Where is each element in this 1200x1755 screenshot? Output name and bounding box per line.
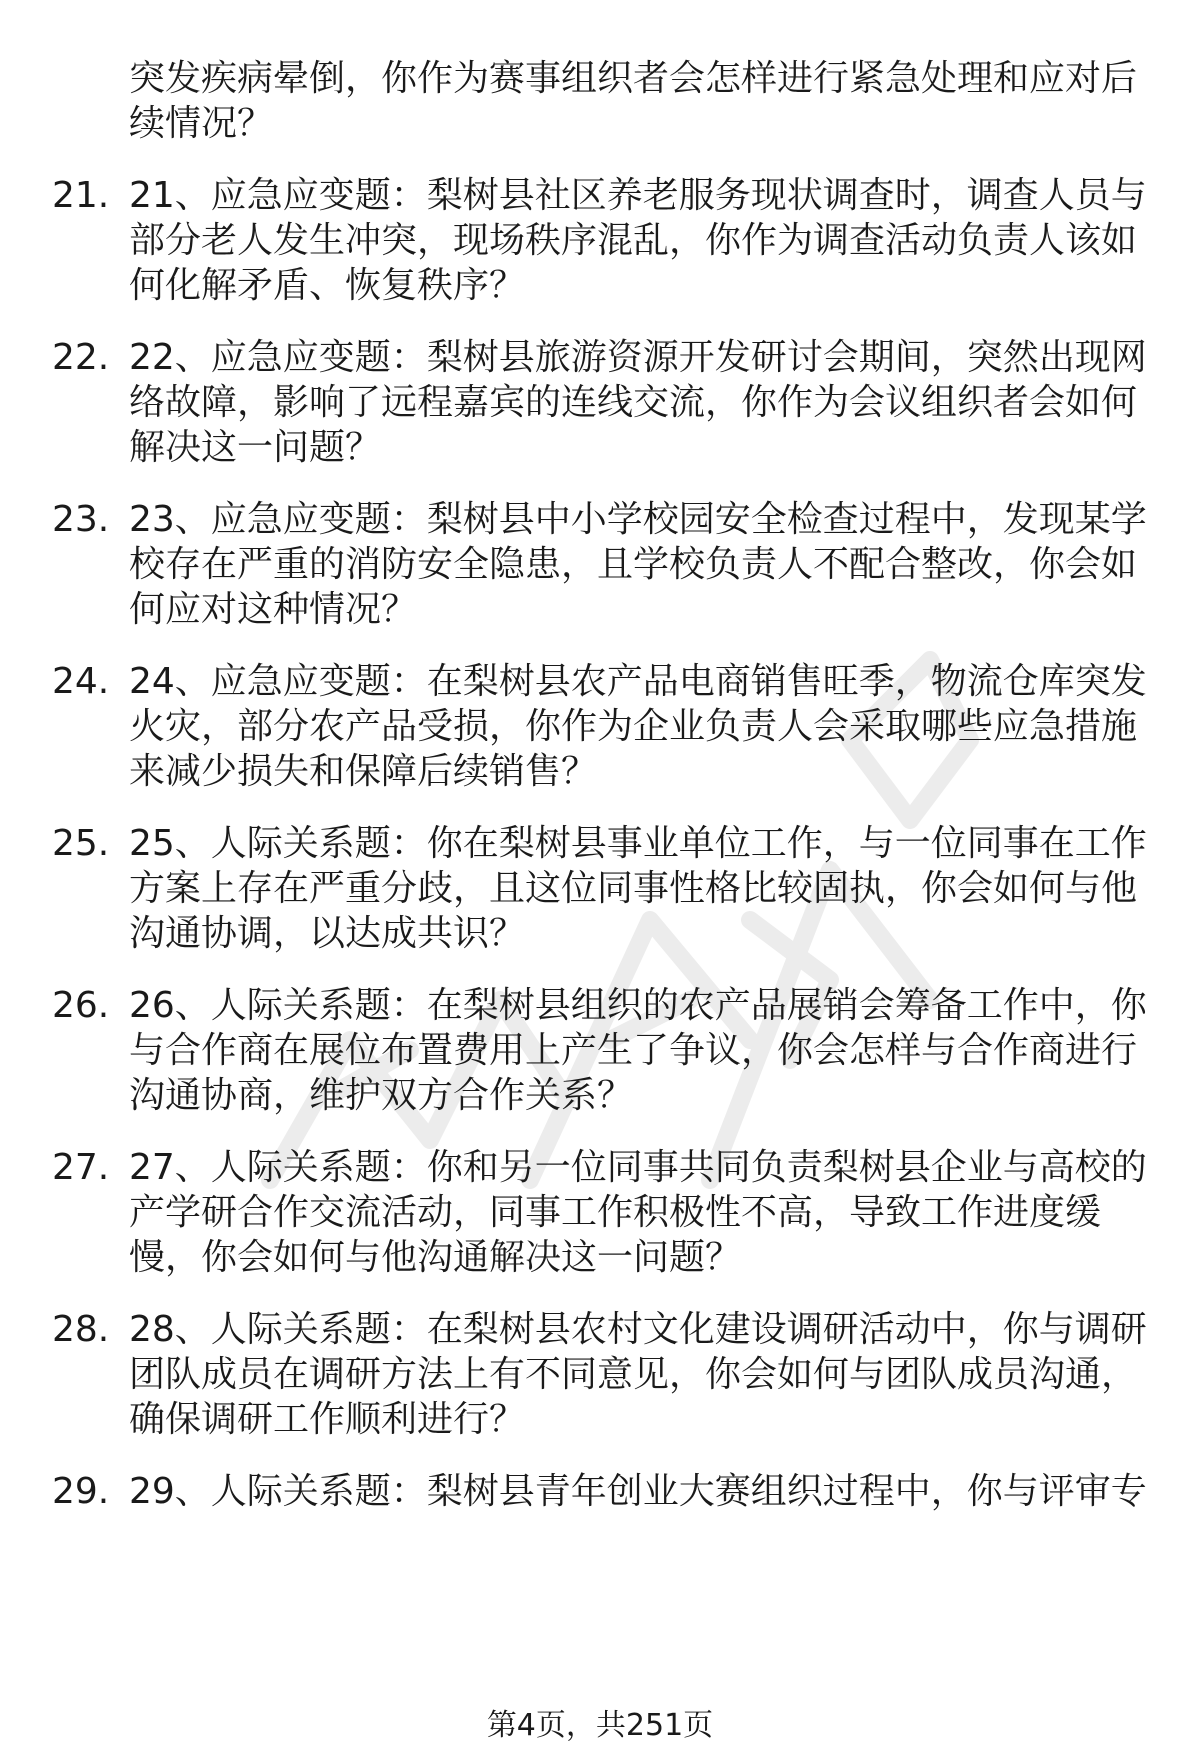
list-item-line: 25、人际关系题：你在梨树县事业单位工作，与一位同事在工作 — [129, 823, 1147, 864]
list-item-line: 22、应急应变题：梨树县旅游资源开发研讨会期间，突然出现网 — [129, 337, 1147, 378]
list-item-line: 来减少损失和保障后续销售？ — [129, 751, 598, 792]
list-item-line: 与合作商在展位布置费用上产生了争议，你会怎样与合作商进行 — [129, 1030, 1138, 1071]
list-item-number: 29. — [52, 1471, 110, 1512]
list-item-number: 23. — [52, 499, 110, 540]
page-footer: 第4页，共251页 — [486, 1708, 714, 1743]
list-item-number: 25. — [52, 823, 110, 864]
list-item-line: 确保调研工作顺利进行？ — [129, 1399, 526, 1440]
list-item-line: 26、人际关系题：在梨树县组织的农产品展销会筹备工作中，你 — [129, 985, 1147, 1026]
list-item-line: 21、应急应变题：梨树县社区养老服务现状调查时，调查人员与 — [129, 175, 1147, 216]
list-item-line: 29、人际关系题：梨树县青年创业大赛组织过程中，你与评审专 — [129, 1471, 1147, 1512]
list-item-line: 何应对这种情况？ — [129, 589, 418, 630]
list-item-line: 沟通协调，以达成共识？ — [129, 913, 526, 954]
list-item-number: 24. — [52, 661, 110, 702]
list-item-line: 解决这一问题？ — [129, 427, 382, 468]
list-item-line: 方案上存在严重分歧，且这位同事性格比较固执，你会如何与他 — [129, 868, 1138, 909]
list-item-line: 慢，你会如何与他沟通解决这一问题？ — [129, 1237, 742, 1278]
list-item-line: 校存在严重的消防安全隐患，且学校负责人不配合整改，你会如 — [129, 544, 1138, 585]
list-item-line: 23、应急应变题：梨树县中小学校园安全检查过程中，发现某学 — [129, 499, 1147, 540]
list-item-line: 部分老人发生冲突，现场秩序混乱，你作为调查活动负责人该如 — [129, 220, 1138, 261]
list-item-line: 28、人际关系题：在梨树县农村文化建设调研活动中，你与调研 — [129, 1309, 1147, 1350]
list-item-line: 团队成员在调研方法上有不同意见，你会如何与团队成员沟通， — [129, 1354, 1138, 1395]
list-item-line: 络故障，影响了远程嘉宾的连线交流，你作为会议组织者会如何 — [129, 382, 1138, 423]
list-item-number: 22. — [52, 337, 110, 378]
list-item-number: 26. — [52, 985, 110, 1026]
list-item-line: 沟通协商，维护双方合作关系？ — [129, 1075, 634, 1116]
list-item-line: 火灾，部分农产品受损，你作为企业负责人会采取哪些应急措施 — [129, 706, 1138, 747]
list-item-line: 产学研合作交流活动，同事工作积极性不高，导致工作进度缓 — [129, 1192, 1102, 1233]
list-item-line: 27、人际关系题：你和另一位同事共同负责梨树县企业与高校的 — [129, 1147, 1147, 1188]
continued-line-1: 突发疾病晕倒，你作为赛事组织者会怎样进行紧急处理和应对后 — [129, 58, 1138, 99]
list-item-number: 27. — [52, 1147, 110, 1188]
continued-line-2: 续情况？ — [129, 103, 274, 144]
list-item-number: 28. — [52, 1309, 110, 1350]
list-item-line: 24、应急应变题：在梨树县农产品电商销售旺季，物流仓库突发 — [129, 661, 1147, 702]
list-item-line: 何化解矛盾、恢复秩序？ — [129, 265, 526, 306]
list-item-number: 21. — [52, 175, 110, 216]
